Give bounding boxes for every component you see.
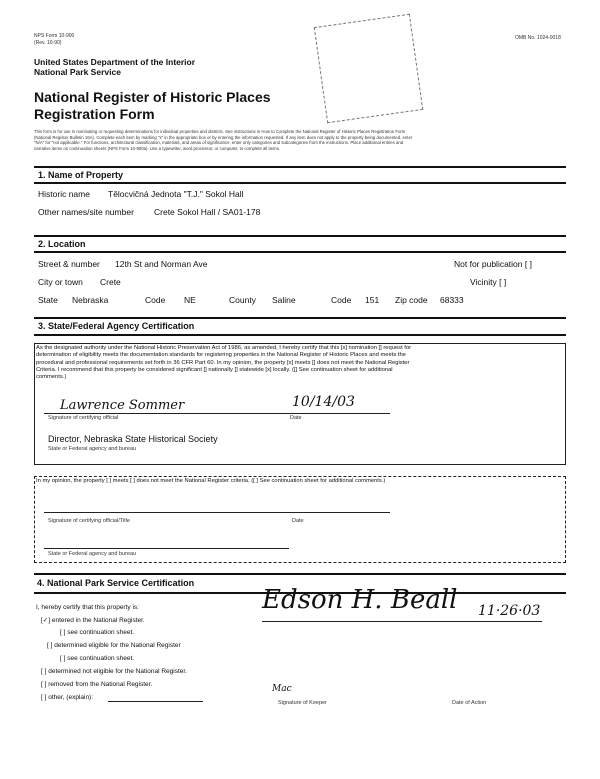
city-value: Crete [100,277,121,287]
certification-line: comments.) [36,374,67,381]
agency2-label: State or Federal agency and bureau [48,551,137,557]
divider [34,317,566,319]
divider [34,182,566,184]
explain-line [108,701,203,702]
option-see-continuation-2[interactable]: [ ] see continuation sheet. [60,655,135,662]
option-entered[interactable]: [✓] entered in the National Register. [41,617,145,624]
county-label: County [229,295,256,305]
divider [34,166,566,168]
historic-name-label: Historic name [38,189,90,199]
certifying-official-signature: Lawrence Sommer [60,398,185,413]
state-code-value: NE [184,295,196,305]
vicinity-checkbox[interactable]: Vicinity [ ] [470,277,507,287]
signature-line [44,413,289,414]
city-label: City or town [38,277,83,287]
section1-heading: 1. Name of Property [38,170,124,180]
agency-line [44,548,289,549]
option-other[interactable]: [ ] other, (explain): [41,694,94,701]
certification-line: procedural and professional requirements set forth in 36 CFR Part 60. In my opinion, the property [x] meets [] does not meet the National Register [36,359,410,366]
divider [34,251,566,253]
form-title-line1: National Register of Historic Places [34,89,271,105]
state-value: Nebraska [72,295,109,305]
agency-label: State or Federal agency and bureau [48,446,137,452]
other-names-label: Other names/site number [38,207,134,217]
state-label: State [38,295,58,305]
signature-label: Signature of certifying official [48,415,119,421]
omb-number: OMB No. 1024-0018 [515,35,561,41]
certification-text [36,345,411,381]
other-names-value: Crete Sokol Hall / SA01-178 [154,207,261,217]
divider [34,235,566,237]
form-number: NPS Form 10-900 [34,33,75,39]
certification-line: determination of eligibility meets the documentation standards for registering properties in the National Register of Historic Places and meets the [36,352,406,359]
divider [34,573,566,575]
instruction-line: (National Register Bulletin 16A). Complete each item by marking "x" in the appropriate box or by entering the information requested. If any item does not apply to the property being documented, enter [34,134,413,140]
historic-name-value: Tělocvičná Jednota "T.J." Sokol Hall [108,189,244,199]
county-value: Saline [272,295,296,305]
not-for-publication-checkbox[interactable]: Not for publication [ ] [454,259,532,269]
option-see-continuation[interactable]: [ ] see continuation sheet. [60,629,135,636]
option-removed[interactable]: [ ] removed from the National Register. [41,681,153,688]
instruction-line: narrative items on continuation sheets (NPS Form 10-900a). Use a typewriter, word processor, or computer, to complete all items. [34,145,280,151]
instruction-line: "N/A" for "not applicable." For functions, architectural classification, materials, and areas of significance, enter only categories and subcategories from the instructions. Place additional entries and [34,140,404,145]
date-of-action-value: 11·26·03 [478,603,541,619]
county-code-label: Code [331,295,352,305]
keeper-signature: Edson H. Beall [262,585,458,615]
certification-line: As the designated authority under the National Historic Preservation Act of 1986, as amended, I hereby certify that this [x] nomination [] request for [36,345,412,351]
date-line [285,512,390,513]
certification-line: Criteria. I recommend that this property be considered significant [] nationally [] statewide [x] locally. ([] See continuation sheet for additional [36,366,393,373]
service: National Park Service [34,67,121,77]
certification-date: 10/14/03 [292,394,355,410]
instruction-line: This form is for use in nominating or requesting determinations for individual properties and districts. See instructions in How to Complete the National Register of Historic Places Registration Form [34,129,406,134]
street-label: Street & number [38,259,100,269]
agency-value: Director, Nebraska State Historical Society [48,434,218,444]
date2-label: Date [292,518,304,524]
date-line [285,413,390,414]
county-code-value: 151 [365,295,380,305]
date-of-action-label: Date of Action [452,700,487,706]
street-value: 12th St and Norman Ave [115,259,208,269]
received-stamp [314,14,424,124]
keeper-signature-line [262,621,542,622]
form-revision: (Rev. 10-90) [34,40,62,46]
option-not-eligible[interactable]: [ ] determined not eligible for the National Register. [41,668,187,675]
instructions [34,129,574,151]
state-code-label: Code [145,295,166,305]
section2-heading: 2. Location [38,239,86,249]
section4-heading: 4. National Park Service Certification [37,578,195,588]
option-determined-eligible[interactable]: [ ] determined eligible for the National Register [47,642,181,649]
department: United States Department of the Interior [34,57,196,67]
section3-heading: 3. State/Federal Agency Certification [38,321,195,331]
form-title-line2: Registration Form [34,106,155,122]
keeper-label: Signature of Keeper [278,700,327,706]
opinion-text: In my opinion, the property [ ] meets [ ] does not meet the National Register criteria. ([ ] See continuation sheet for additional comments.) [36,478,386,484]
nps-intro: I, hereby certify that this property is: [36,604,139,611]
signature2-label: Signature of certifying official/Title [48,518,130,524]
zip-label: Zip code [395,295,428,305]
date-label: Date [290,415,302,421]
divider [34,334,566,336]
signature-line [44,512,289,513]
zip-value: 68333 [440,295,464,305]
keeper-initials: Mac [272,684,292,694]
